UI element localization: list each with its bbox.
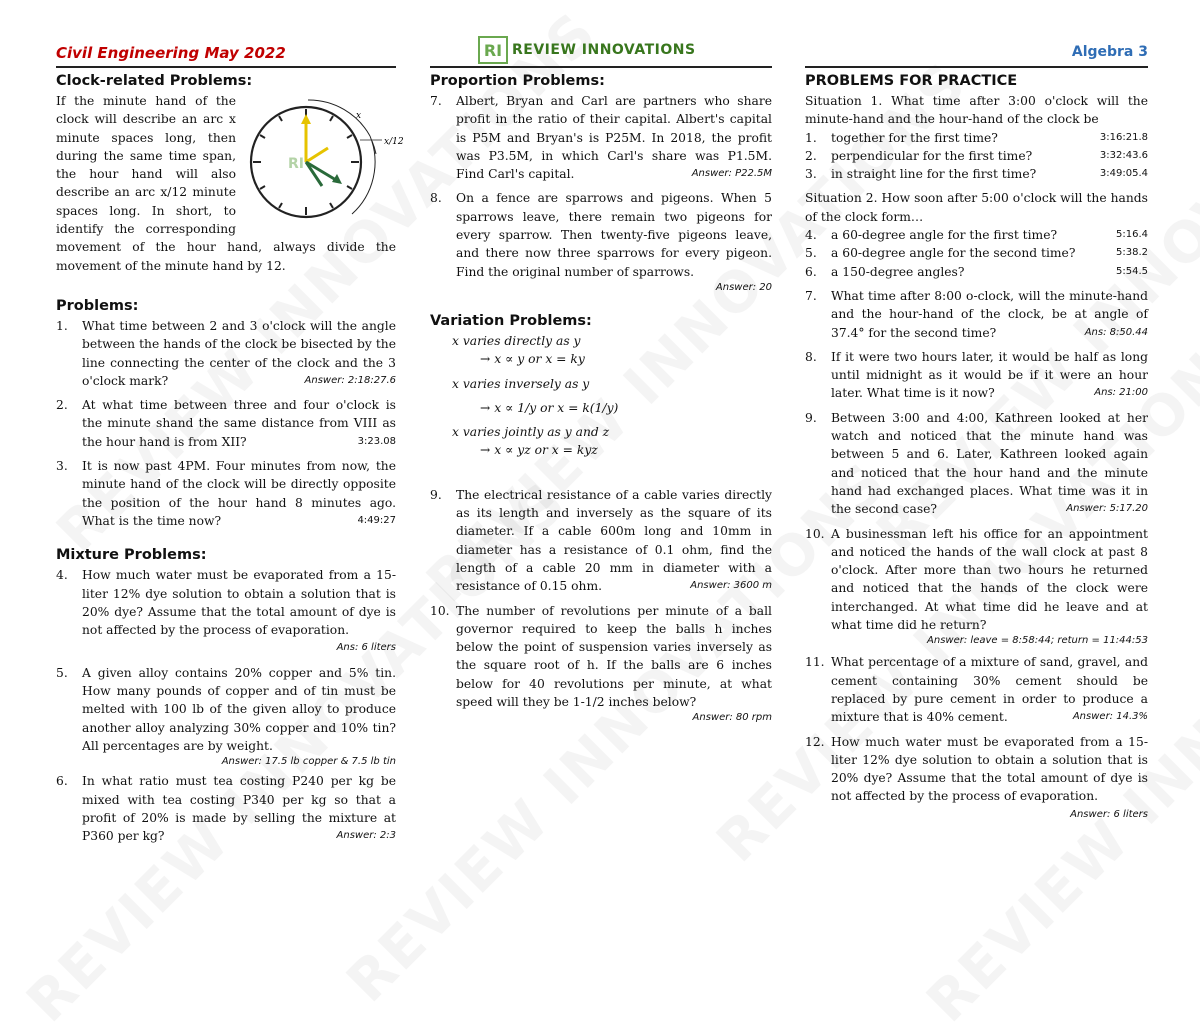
item-answer: 5:38.2: [1116, 247, 1148, 259]
situation-1: Situation 1. What time after 3:00 o'clock will the minute-hand and the hour-hand of the clock be: [805, 94, 1148, 127]
problem-item: [56, 317, 396, 390]
variation-joint-label: x varies jointly as y and z: [452, 425, 610, 440]
practice-item: [805, 733, 1148, 824]
item-text: in straight line for the first time?: [831, 167, 1037, 182]
variation-joint-formula: → x ∝ yz or x = kyz: [480, 443, 598, 458]
item-number: 8.: [805, 349, 817, 364]
problem-item: [430, 602, 772, 725]
problem-text: On a fence are sparrows and pigeons. When 5 sparrows leave, there remain two pigeons for every sparrow. Then twenty-five pigeons leave, and there now three sparrows for every pigeon. Find the original number of sparrows.: [456, 191, 772, 279]
situation-item: [805, 263, 1148, 281]
item-number: 3.: [805, 167, 817, 182]
problem-number: 9.: [430, 487, 442, 502]
item-text: perpendicular for the first time?: [831, 148, 1033, 163]
problem-text: What time between 2 and 3 o'clock will the angle between the hands of the clock be bisected by the line connecting the center of the clock and the 3 o'clock mark?: [82, 318, 396, 388]
problem-number: 7.: [430, 94, 442, 108]
problem-answer: Answer: 2:18:27.6: [304, 374, 396, 386]
header-rule-left: [56, 66, 396, 68]
item-answer: Ans: 21:00: [1094, 387, 1148, 399]
item-number: 4.: [805, 228, 817, 243]
item-answer: 3:32:43.6: [1099, 149, 1148, 161]
item-answer: 3:16:21.8: [1099, 131, 1148, 143]
problem-answer: Answer: 80 rpm: [692, 712, 772, 724]
item-text: How much water must be evaporated from a 15-liter 12% dye solution to obtain a solution that is 20% dye? Assume that the total amount of dye is not affected by the process of evaporation.: [831, 734, 1148, 804]
variation-inverse-label: x varies inversely as y: [452, 376, 590, 391]
problem-answer: Answer: 3600 m: [690, 580, 772, 592]
item-number: 12.: [805, 734, 825, 749]
item-number: 11.: [805, 655, 825, 670]
clock-label-x: x: [356, 111, 362, 121]
problem-item: [56, 772, 396, 845]
brand-logo: [478, 38, 696, 62]
item-number: 2.: [805, 148, 817, 163]
item-text: a 150-degree angles?: [831, 264, 965, 279]
situation-item: [805, 165, 1148, 183]
item-text: Between 3:00 and 4:00, Kathreen looked at her watch and noticed that the minute hand was between 5 and 6. Later, Kathreen looked again and noticed that the hour hand and the minute hand had exchanged places. What time was it in the second case?: [831, 410, 1148, 517]
situation-item: [805, 147, 1148, 165]
clock-intro-text: If the minute hand of the clock will describe an arc x minute spaces long, then during the same time span, the hour hand will also describe an arc x/12 minute spaces long. In short, to identify the corresponding movement of the hour hand, always divide the movement of the minute hand by 12.: [56, 94, 396, 273]
problem-number: 1.: [56, 318, 68, 333]
item-text: together for the first time?: [831, 130, 998, 145]
situation-item: [805, 244, 1148, 262]
problem-text: How much water must be evaporated from a 15-liter 12% dye solution to obtain a solution that is 20% dye? Assume that the total amount of dye is not affected by the process of evaporation.: [82, 568, 396, 638]
item-text: What time after 8:00 o-clock, will the minute-hand and the hour-hand of the clock, be at angle of 37.4° for the second time?: [831, 288, 1148, 340]
item-text: A businessman left his office for an appointment and noticed the hands of the wall clock at past 8 o'clock. After more than two hours he returned and noticed that the hands of the clock were interchanged. At what time did he leave and at what time did he return?: [831, 526, 1148, 633]
problem-answer: 3:23.08: [357, 435, 396, 447]
proportion-section-title: Proportion Problems:: [430, 73, 605, 89]
header-rule-right: [805, 66, 1148, 68]
problem-text: The number of revolutions per minute of a ball governor required to keep the balls h inches below the point of suspension varies inversely as the square root of h. If the balls are 6 inches below for 40 revolutions per minute, at what speed will they be 1-1/2 inches below?: [456, 603, 772, 710]
item-number: 10.: [805, 526, 825, 541]
problem-answer: Answer: P22.5M: [691, 168, 772, 180]
variation-direct-label: x varies directly as y: [452, 333, 581, 348]
problem-item: [56, 457, 396, 530]
practice-item: [805, 409, 1148, 519]
item-text: What percentage of a mixture of sand, gravel, and cement containing 30% cement should be replaced by pure cement in order to produce a mixture that is 40% cement.: [831, 655, 1148, 725]
problem-answer: Ans: 6 liters: [336, 642, 396, 654]
situation-item: [805, 226, 1148, 244]
problem-answer: Answer: 2:3: [336, 830, 396, 842]
item-answer: 5:54.5: [1116, 265, 1148, 277]
problem-text: It is now past 4PM. Four minutes from now, the minute hand of the clock will be directly opposite the position of the hour hand 8 minutes ago. What is the time now?: [82, 459, 396, 528]
mixture-section-title: Mixture Problems:: [56, 547, 207, 564]
problem-number: 2.: [56, 398, 68, 413]
item-answer: Answer: leave = 8:58:44; return = 11:44:53: [927, 635, 1148, 647]
item-text: a 60-degree angle for the second time?: [831, 246, 1076, 261]
problem-item: [430, 189, 772, 293]
problem-answer: 4:49:27: [357, 514, 396, 526]
problem-item: [430, 92, 772, 183]
course-title: Civil Engineering May 2022: [56, 44, 286, 62]
problem-item: [56, 566, 396, 657]
clock-label-x12: x/12: [384, 137, 404, 147]
clock-logo: RI: [288, 156, 304, 172]
problem-number: 8.: [430, 191, 442, 206]
item-answer: Answer: 14.3%: [1072, 711, 1148, 723]
item-number: 6.: [805, 264, 817, 279]
problem-number: 5.: [56, 665, 68, 680]
column-left: [56, 72, 404, 851]
problem-number: 4.: [56, 568, 68, 583]
problem-number: 10.: [430, 603, 450, 618]
clock-intro-block: [56, 92, 404, 275]
column-center: [430, 72, 772, 730]
problem-answer: Answer: 20: [715, 281, 772, 293]
problem-number: 6.: [56, 774, 68, 789]
problem-item: [56, 396, 396, 451]
practice-item: [805, 653, 1148, 726]
item-answer: 3:49:05.4: [1099, 168, 1148, 180]
problems-section-title: Problems:: [56, 297, 139, 314]
item-number: 9.: [805, 410, 817, 425]
topic-title: Algebra 3: [1071, 44, 1148, 60]
problem-number: 3.: [56, 459, 68, 474]
problem-text: At what time between three and four o'clock is the minute shand the same distance from VIII as the hour hand is from XII?: [82, 398, 396, 449]
problem-item: [430, 486, 772, 596]
situation-item: [805, 129, 1148, 147]
problem-text: A given alloy contains 20% copper and 5% tin. How many pounds of copper and of tin must be melted with 100 lb of the given alloy to produce another alloy analyzing 30% copper and 10% tin? All percentages are by weight.: [82, 665, 396, 753]
item-answer: 5:16.4: [1116, 229, 1148, 241]
problem-text: Albert, Bryan and Carl are partners who share profit in the ratio of their capital. Albert's capital is P5M and Bryan's is P25M. In 2018, the profit was P3.5M, in which Carl's share was P1.5M. Find Carl's capital.: [456, 94, 772, 182]
item-answer: Ans: 8:50.44: [1084, 326, 1148, 338]
problem-item: [56, 664, 396, 768]
item-text: If it were two hours later, it would be half as long until midnight as it would be if it were an hour later. What time is it now?: [831, 349, 1148, 401]
header-rule-center: [430, 66, 772, 68]
practice-item: [805, 348, 1148, 403]
column-right: [805, 72, 1148, 830]
clock-section-title: Clock-related Problems:: [56, 73, 253, 89]
item-number: 5.: [805, 246, 817, 261]
item-text: a 60-degree angle for the first time?: [831, 228, 1058, 243]
practice-section-title: PROBLEMS FOR PRACTICE: [805, 73, 1018, 89]
practice-item: [805, 287, 1148, 342]
item-number: 7.: [805, 288, 817, 303]
problem-text: The electrical resistance of a cable varies directly as its length and inversely as the square of its diameter. If a cable 600m long and 10mm in diameter has a resistance of 0.1 ohm, find the length of a cable 20 mm in diameter with a resistance of 0.15 ohm.: [456, 487, 772, 594]
brand-name: REVIEW INNOVATIONS: [512, 42, 696, 58]
problem-answer: Answer: 17.5 lb copper & 7.5 lb tin: [221, 756, 396, 768]
clock-diagram: [242, 96, 432, 236]
ri-logo-icon: RI: [478, 36, 508, 64]
item-answer: Answer: 5:17.20: [1066, 503, 1148, 515]
practice-item: [805, 525, 1148, 648]
situation-2: Situation 2. How soon after 5:00 o'clock will the hands of the clock form…: [805, 191, 1148, 224]
item-number: 1.: [805, 130, 817, 145]
item-answer: Answer: 6 liters: [1070, 808, 1148, 820]
problem-text: In what ratio must tea costing P240 per kg be mixed with tea costing P340 per kg so that a profit of 20% is made by selling the mixture at P360 per kg?: [82, 774, 396, 844]
variation-direct-formula: → x ∝ y or x = ky: [480, 352, 585, 367]
variation-inverse-formula: → x ∝ 1/y or x = k(1/y): [480, 400, 619, 415]
variation-section-title: Variation Problems:: [430, 312, 592, 329]
